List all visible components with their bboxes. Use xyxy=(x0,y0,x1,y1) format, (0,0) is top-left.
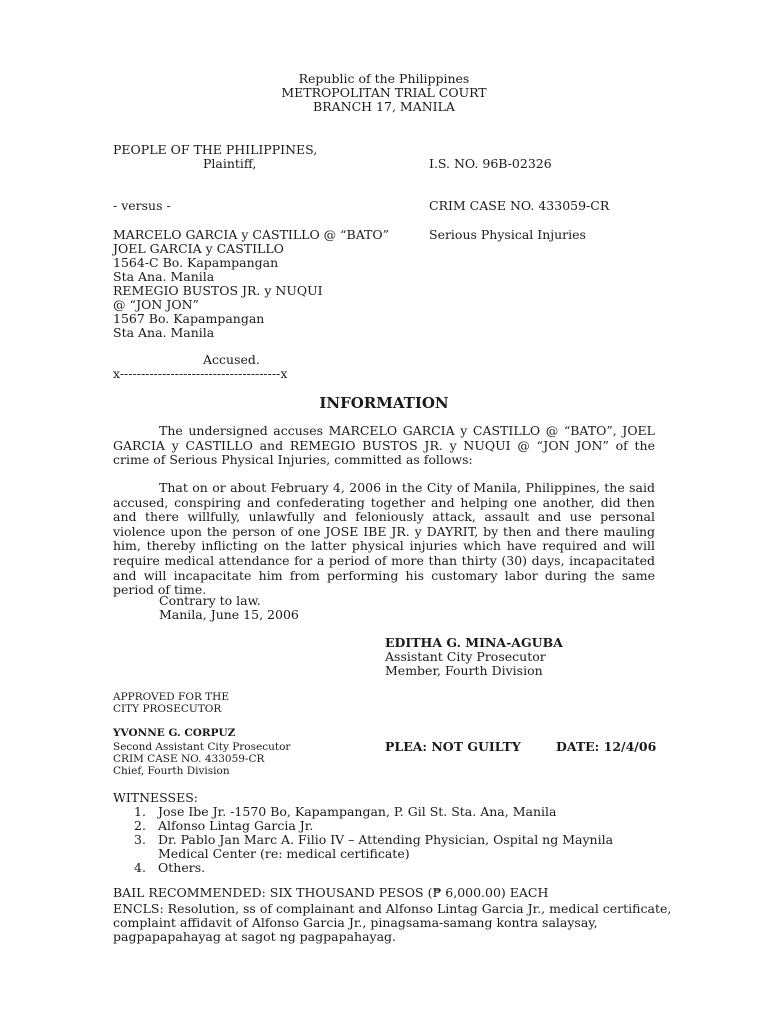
accused-line: @ “JON JON” xyxy=(113,297,199,312)
accused-line: Sta Ana. Manila xyxy=(113,269,215,284)
accused-line: Sta Ana. Manila xyxy=(113,325,215,340)
header-branch: BRANCH 17, MANILA xyxy=(313,99,455,114)
header-republic: Republic of the Philippines xyxy=(298,71,470,86)
witness-item: 3. Dr. Pablo Jan Marc A. Filio IV – Attending Physician, Ospital ng Maynila xyxy=(134,832,614,847)
contrary-to-law: Contrary to law. xyxy=(159,593,261,608)
versus: - versus - xyxy=(113,198,171,213)
approver-title: Second Assistant City Prosecutor xyxy=(113,741,291,753)
approval-line-1: APPROVED FOR THE xyxy=(113,691,230,703)
enclosures-line: ENCLS: Resolution, ss of complainant and Alfonso Lintag Garcia Jr., medical certificate, xyxy=(113,901,672,916)
offense: Serious Physical Injuries xyxy=(429,227,586,242)
document-title: INFORMATION xyxy=(319,394,449,412)
header-court: METROPOLITAN TRIAL COURT xyxy=(281,85,487,100)
prosecutor-division: Member, Fourth Division xyxy=(385,663,543,678)
is-number: I.S. NO. 96B-02326 xyxy=(429,156,552,171)
crim-case-number: CRIM CASE NO. 433059-CR xyxy=(429,198,610,213)
accused-line: 1564-C Bo. Kapampangan xyxy=(113,255,279,270)
accused-line: REMEGIO BUSTOS JR. y NUQUI xyxy=(113,283,323,298)
caption-divider: x--------------------------------------x xyxy=(113,366,288,381)
accused-line: 1567 Bo. Kapampangan xyxy=(113,311,265,326)
accused-line: JOEL GARCIA y CASTILLO xyxy=(113,241,284,256)
prosecutor-name: EDITHA G. MINA-AGUBA xyxy=(385,635,563,650)
body-paragraph-1: The undersigned accuses MARCELO GARCIA y CASTILLO @ “BATO”, JOEL GARCIA y CASTILLO and REMEGIO BUSTOS JR. y NUQUI @ “JON JON” of the crime of Serious Physical Injuries, committed as follows: xyxy=(113,423,655,468)
approval-line-2: CITY PROSECUTOR xyxy=(113,703,222,715)
plea-date: DATE: 12/4/06 xyxy=(556,739,657,754)
enclosures-line: pagpapapahayag at sagot ng pagpapahayag. xyxy=(113,929,397,944)
plaintiff-label: Plaintiff, xyxy=(203,156,257,171)
approver-division: Chief, Fourth Division xyxy=(113,765,230,777)
prosecutor-title: Assistant City Prosecutor xyxy=(385,649,546,664)
approval-case-number: CRIM CASE NO. 433059-CR xyxy=(113,753,265,765)
accused-line: MARCELO GARCIA y CASTILLO @ “BATO” xyxy=(113,227,390,242)
enclosures-line: complaint affidavit of Alfonso Garcia Jr., pinagsama-samang kontra salaysay, xyxy=(113,915,598,930)
plea: PLEA: NOT GUILTY xyxy=(385,739,521,754)
witness-item: 2. Alfonso Lintag Garcia Jr. xyxy=(134,818,314,833)
witness-item: 4. Others. xyxy=(134,860,206,875)
accused-label: Accused. xyxy=(203,352,260,367)
plaintiff-name: PEOPLE OF THE PHILIPPINES, xyxy=(113,142,318,157)
witness-item: 1. Jose Ibe Jr. -1570 Bo, Kapampangan, P. Gil St. Sta. Ana, Manila xyxy=(134,804,557,819)
place-date: Manila, June 15, 2006 xyxy=(159,607,299,622)
approver-name: YVONNE G. CORPUZ xyxy=(113,727,236,739)
body-paragraph-2: That on or about February 4, 2006 in the City of Manila, Philippines, the said accused, conspiring and confederating together and helping one another, did then and there willfully, unlawfully and feloniously attack, assault and use personal violence upon the person of one JOSE IBE JR. y DAYRIT, by then and there mauling him, thereby inflicting on the latter physical injuries which have required and will require medical attendance for a period of more than thirty (30) days, incapacitated and will incapacitate him from performing his customary labor during the same period of time. xyxy=(113,480,655,598)
bail-recommended: BAIL RECOMMENDED: SIX THOUSAND PESOS (₱ 6,000.00) EACH xyxy=(113,885,549,900)
witness-item-continuation: Medical Center (re: medical certificate) xyxy=(158,846,410,861)
witnesses-heading: WITNESSES: xyxy=(113,790,198,805)
